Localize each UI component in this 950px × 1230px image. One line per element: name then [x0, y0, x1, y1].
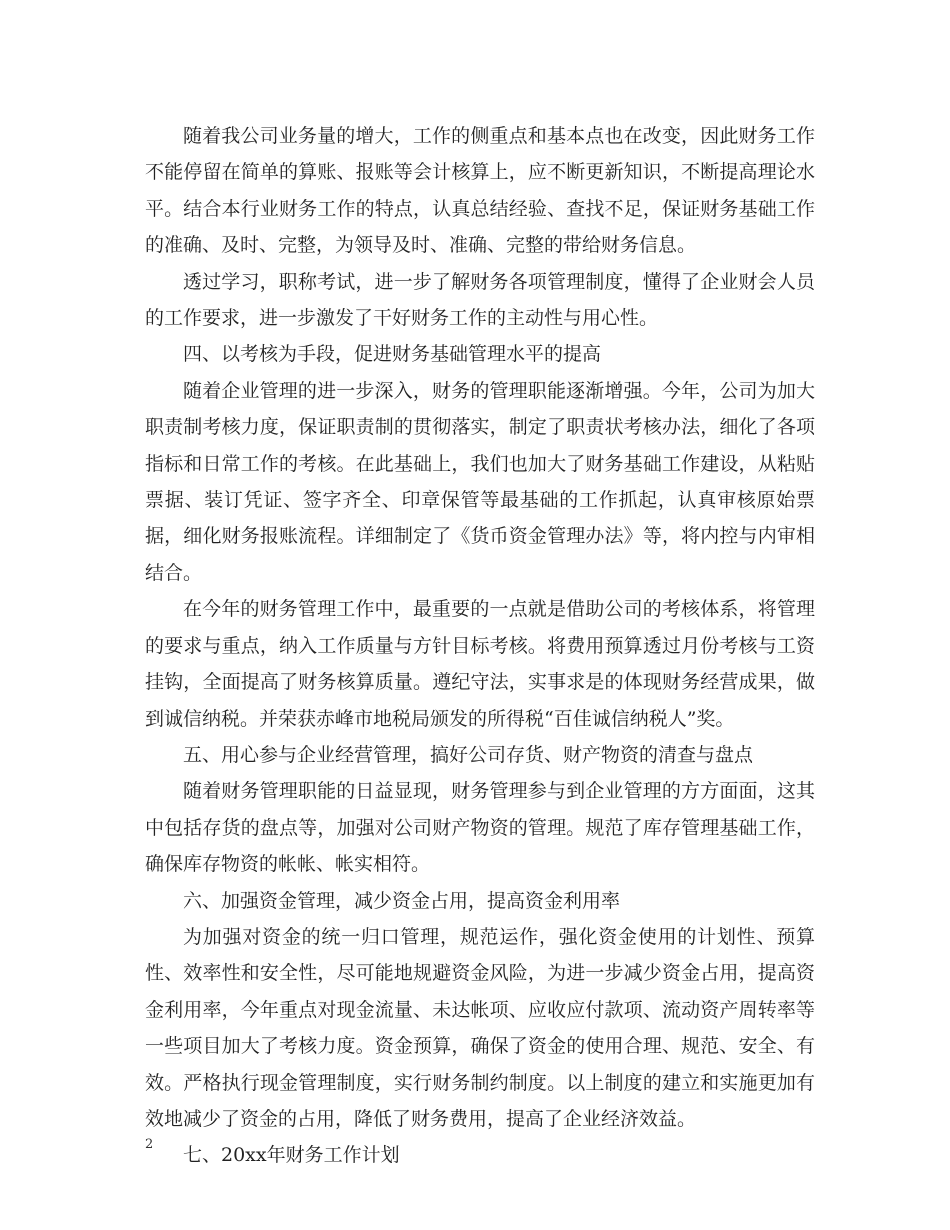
section-heading: 五、用心参与企业经营管理，搞好公司存货、财产物资的清查与盘点	[183, 743, 754, 766]
page-number: 2	[145, 1137, 154, 1152]
section-heading: 四、以考核为手段，促进财务基础管理水平的提高	[183, 343, 602, 366]
paragraph: 随着财务管理职能的日益显现，财务管理参与到企业管理的方方面面，这其中包括存货的盘点等，加强对公司财产物资的管理。规范了库存管理基础工作，确保库存物资的帐帐、帐实相符。	[145, 780, 815, 876]
paragraph: 为加强对资金的统一归口管理，规范运作，强化资金使用的计划性、预算性、效率性和安全性，尽可能地规避资金风险，为进一步减少资金占用，提高资金利用率，今年重点对现金流量、未达帐项、应收应付款项、流动资产周转率等一些项目加大了考核力度。资金预算，确保了资金的使用合理、规范、安全、有效。严格执行现金管理制度，实行财务制约制度。以上制度的建立和实施更加有效地减少了资金的占用，降低了财务费用，提高了企业经济效益。	[145, 925, 815, 1130]
paragraph: 透过学习，职称考试，进一步了解财务各项管理制度，懂得了企业财会人员的工作要求，进一步激发了干好财务工作的主动性与用心性。	[145, 270, 815, 330]
paragraph: 在今年的财务管理工作中，最重要的一点就是借助公司的考核体系，将管理的要求与重点，纳入工作质量与方针目标考核。将费用预算透过月份考核与工资挂钩，全面提高了财务核算质量。遵纪守法，实事求是的体现财务经营成果，做到诚信纳税。并荣获赤峰市地税局颁发的所得税“百佳诚信纳税人”奖。	[145, 598, 815, 730]
document-body	[145, 118, 815, 1174]
paragraph: 随着我公司业务量的增大，工作的侧重点和基本点也在改变，因此财务工作不能停留在简单的算账、报账等会计核算上，应不断更新知识，不断提高理论水平。结合本行业财务工作的特点，认真总结经验、查找不足，保证财务基础工作的准确、及时、完整，为领导及时、准确、完整的带给财务信息。	[145, 125, 815, 257]
paragraph: 随着企业管理的进一步深入，财务的管理职能逐渐增强。今年，公司为加大职责制考核力度，保证职责制的贯彻落实，制定了职责状考核办法，细化了各项指标和日常工作的考核。在此基础上，我们也加大了财务基础工作建设，从粘贴票据、装订凭证、签字齐全、印章保管等最基础的工作抓起，认真审核原始票据，细化财务报账流程。详细制定了《货币资金管理办法》等，将内控与内审相结合。	[145, 379, 815, 584]
section-heading: 六、加强资金管理，减少资金占用，提高资金利用率	[183, 889, 621, 912]
section-heading: 七、20xx年财务工作计划	[183, 1144, 400, 1167]
